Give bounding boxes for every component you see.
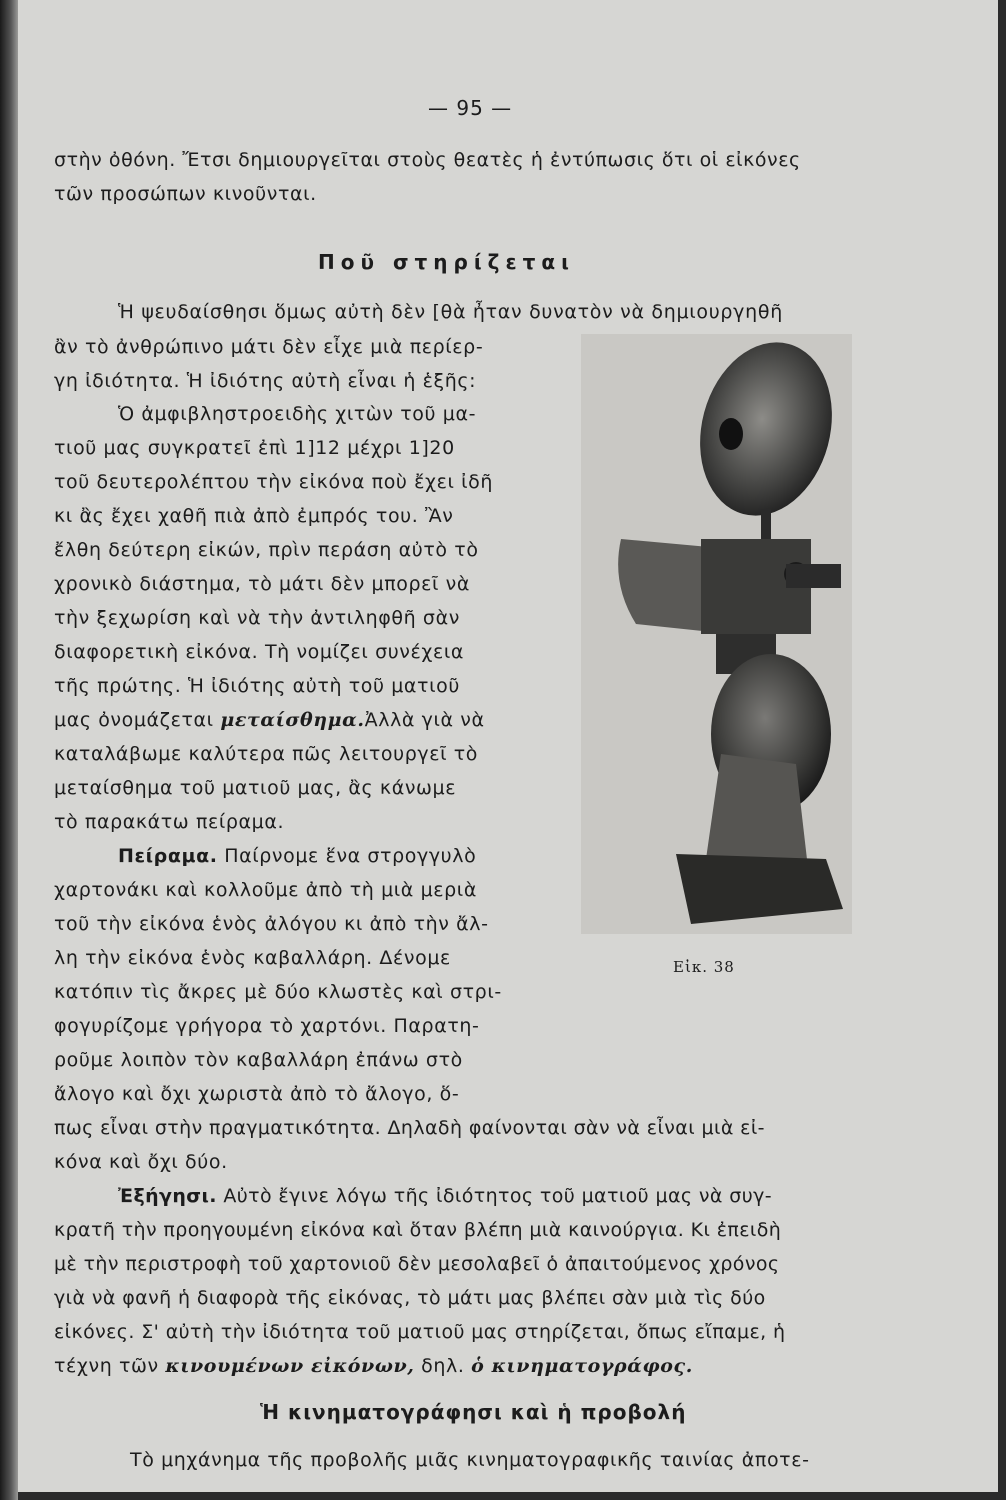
text-line: κατόπιν τὶς ἄκρες μὲ δύο κλωστὲς καὶ στρι- <box>54 981 502 1003</box>
text-line: καταλάβωμε καλύτερα πῶς λειτουργεῖ τὸ <box>54 743 479 765</box>
text-line: φογυρίζομε γρήγορα τὸ χαρτόνι. Παρατη- <box>54 1015 480 1037</box>
book-page <box>18 0 998 1492</box>
page-number: — 95 — <box>428 96 513 120</box>
text-run: δηλ. <box>414 1355 472 1377</box>
text-line: Ἡ ψευδαίσθησι ὅμως αὐτὴ δὲν [θὰ ἦταν δυνατὸν νὰ δημιουργηθῆ <box>118 301 783 323</box>
section-heading: Ποῦ στηρίζεται <box>318 250 575 274</box>
text-line: κι ἂς ἔχει χαθῆ πιὰ ἀπὸ ἐμπρός του. Ἂν <box>54 505 454 527</box>
text-line: ἄλογο καὶ ὄχι χωριστὰ ἀπὸ τὸ ἄλογο, ὅ- <box>54 1083 460 1105</box>
lens-barrel <box>786 564 841 588</box>
figure-caption: Εἰκ. 38 <box>673 958 735 976</box>
text-line <box>54 710 485 730</box>
text-line: Ὁ ἀμφιβληστροειδὴς χιτὼν τοῦ μα- <box>118 403 477 425</box>
text-line: τὴν ξεχωρίση καὶ νὰ τὴν ἀντιληφθῆ σὰν <box>54 607 460 629</box>
experiment-label: Πείραμα. <box>118 845 218 867</box>
text-run: Παίρνομε ἕνα στρογγυλὸ <box>217 845 477 867</box>
explanation-label: Ἐξήγησι. <box>118 1185 217 1207</box>
text-line: στὴν ὀθόνη. Ἔτσι δημιουργεῖται στοὺς θεατὲς ἡ ἐντύπωσις ὅτι οἱ εἰκόνες <box>54 149 801 171</box>
text-line: τῆς πρώτης. Ἡ ἰδιότης αὐτὴ τοῦ ματιοῦ <box>54 675 460 697</box>
text-line: γη ἰδιότητα. Ἡ ἰδιότης αὐτὴ εἶναι ἡ ἑξῆς: <box>54 370 477 392</box>
projector-base <box>676 854 843 924</box>
text-line: τὸ παρακάτω πείραμα. <box>54 811 285 833</box>
text-line: τοῦ δευτερολέπτου τὴν εἰκόνα ποὺ ἔχει ἰδῆ <box>54 471 494 493</box>
text-line: τῶν προσώπων κινοῦνται. <box>54 183 317 205</box>
text-run: τέχνη τῶν <box>54 1355 166 1377</box>
text-line <box>118 846 476 866</box>
text-line: ἔλθη δεύτερη εἰκών, πρὶν περάση αὐτὸ τὸ <box>54 539 479 561</box>
text-line: γιὰ νὰ φανῆ ἡ διαφορὰ τῆς εἰκόνας, τὸ μάτι μας βλέπει σὰν μιὰ τὶς δύο <box>54 1287 766 1309</box>
text-line: ἂν τὸ ἀνθρώπινο μάτι δὲν εἶχε μιὰ περίερ- <box>54 336 484 358</box>
figure-projector <box>581 334 852 934</box>
term-metaisthima: μεταίσθημα. <box>220 709 365 731</box>
text-line <box>54 1356 693 1376</box>
text-run: Αὐτὸ ἔγινε λόγω τῆς ἰδιότητος τοῦ ματιοῦ μας νὰ συγ- <box>216 1185 773 1207</box>
text-run: μας ὀνομάζεται <box>54 709 221 731</box>
text-line: ροῦμε λοιπὸν τὸν καβαλλάρη ἐπάνω στὸ <box>54 1049 463 1071</box>
book-binding-edge <box>0 0 18 1500</box>
term-moving-pictures: κινουμένων εἰκόνων, <box>165 1355 415 1377</box>
section-heading: Ἡ κινηματογράφησι καὶ ἡ προβολή <box>260 1400 687 1424</box>
reel-hub <box>719 418 743 450</box>
text-line: εἰκόνες. Σ' αὐτὴ τὴν ἰδιότητα τοῦ ματιοῦ μας στηρίζεται, ὅπως εἴπαμε, ἡ <box>54 1321 786 1343</box>
text-line: τοῦ τὴν εἰκόνα ἑνὸς ἀλόγου κι ἀπὸ τὴν ἄλ- <box>54 913 489 935</box>
text-line <box>118 1186 772 1206</box>
text-line: μεταίσθημα τοῦ ματιοῦ μας, ἂς κάνωμε <box>54 777 457 799</box>
film-projector-icon <box>581 334 852 934</box>
upper-reel <box>681 334 850 531</box>
text-line: μὲ τὴν περιστροφὴ τοῦ χαρτονιοῦ δὲν μεσολαβεῖ ὁ ἀπαιτούμενος χρόνος <box>54 1253 780 1275</box>
text-line: λη τὴν εἰκόνα ἑνὸς καβαλλάρη. Δένομε <box>54 947 451 969</box>
text-line: κόνα καὶ ὄχι δύο. <box>54 1151 228 1173</box>
text-line: κρατῆ τὴν προηγουμένη εἰκόνα καὶ ὅταν βλέπη μιὰ καινούργια. Κι ἐπειδὴ <box>54 1219 782 1241</box>
text-line: πως εἶναι στὴν πραγματικότητα. Δηλαδὴ φαίνονται σὰν νὰ εἶναι μιὰ εἰ- <box>54 1117 765 1139</box>
text-line: χρονικὸ διάστημα, τὸ μάτι δὲν μπορεῖ νὰ <box>54 573 471 595</box>
text-run: Ἀλλὰ γιὰ νὰ <box>364 709 485 731</box>
text-line: διαφορετικὴ εἰκόνα. Τὴ νομίζει συνέχεια <box>54 641 464 663</box>
text-line: τιοῦ μας συγκρατεῖ ἐπὶ 1]12 μέχρι 1]20 <box>54 437 455 459</box>
text-line: χαρτονάκι καὶ κολλοῦμε ἀπὸ τὴ μιὰ μεριὰ <box>54 879 477 901</box>
text-line: Τὸ μηχάνημα τῆς προβολῆς μιᾶς κινηματογραφικῆς ταινίας ἀποτε- <box>130 1449 810 1471</box>
term-cinematograph: ὁ κινηματογράφος. <box>471 1355 693 1377</box>
